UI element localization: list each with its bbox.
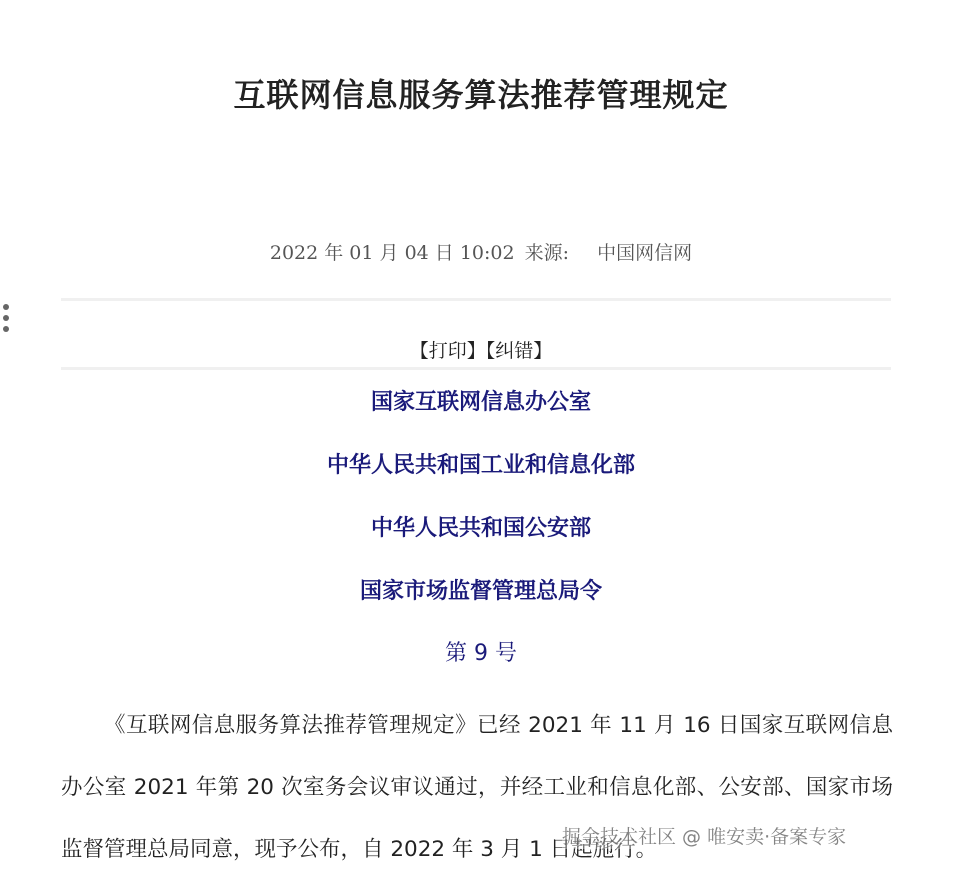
- body-paragraph: 《互联网信息服务算法推荐管理规定》已经 2021 年 11 月 16 日国家互联网信息办公室 2021 年第 20 次室务会议审议通过，并经工业和信息化部、公安部、国家市场监督管理总局同意，现予公布，自 2022 年 3 月 1 日起施行。: [61, 713, 893, 862]
- issuer-line: 中华人民共和国工业和信息化部: [326, 453, 635, 478]
- correct-link[interactable]: 【纠错】: [485, 340, 553, 362]
- publish-meta: [0, 238, 962, 265]
- more-options-icon[interactable]: [3, 304, 11, 337]
- issuer-line: 中华人民共和国公安部: [370, 516, 591, 541]
- divider-bottom: [61, 367, 891, 370]
- watermark: 掘金技术社区 @ 唯安卖·备案专家: [562, 822, 846, 849]
- divider-top: [61, 298, 891, 301]
- publish-date: 2022 年 01 月 04 日: [269, 242, 454, 264]
- issuer-line: 国家互联网信息办公室: [370, 390, 591, 415]
- page-title: 互联网信息服务算法推荐管理规定: [233, 76, 729, 114]
- source-label: 来源:: [524, 242, 570, 264]
- order-number: 第 9 号: [445, 641, 517, 666]
- issuer-line: 国家市场监督管理总局令: [359, 579, 602, 604]
- source-value: 中国网信网: [597, 242, 693, 264]
- article-tools: [0, 336, 962, 363]
- print-link[interactable]: 【打印】: [409, 340, 486, 362]
- publish-time: 10:02: [459, 242, 515, 264]
